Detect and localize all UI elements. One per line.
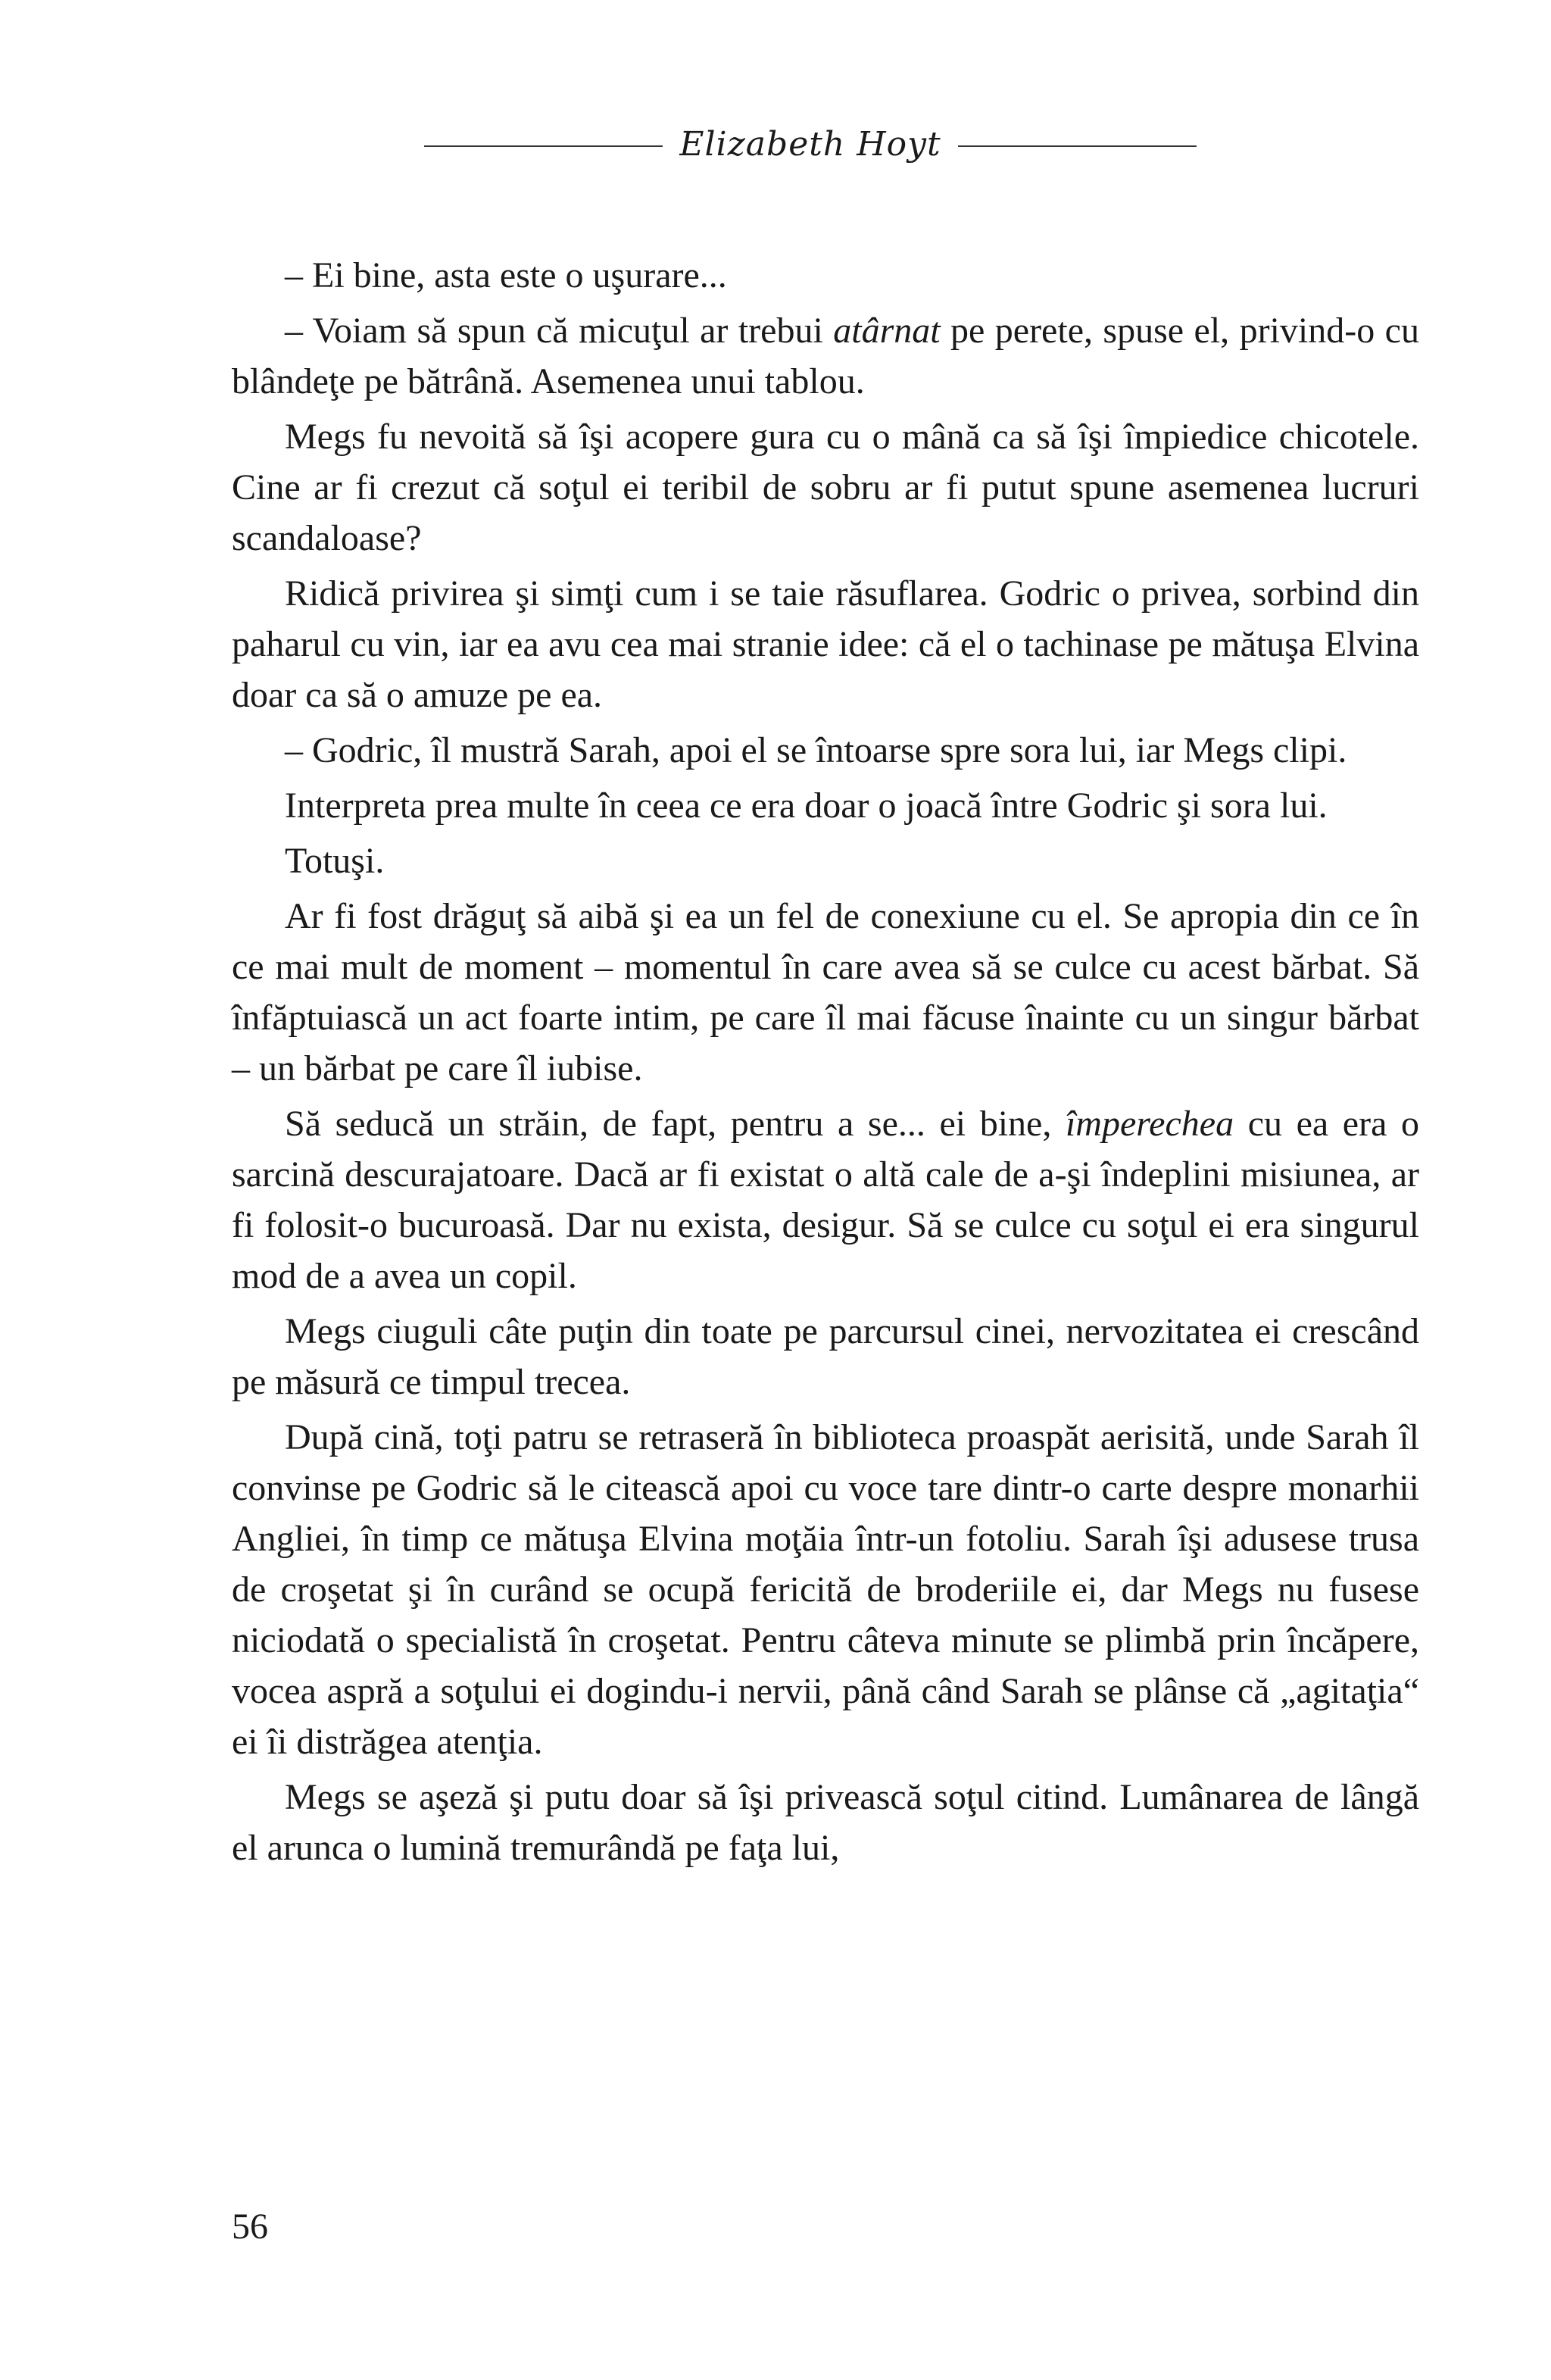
italic-text: atârnat xyxy=(833,311,941,351)
paragraph-text: Ar fi fost drăguţ să aibă şi ea un fel de conexiune cu el. Se apropia din ce în ce mai mult de moment – momentul în care avea să se culce cu acest bărbat. Să înfăptuiască un act foarte intim, pe care îl mai făcuse înainte cu un singur bărbat – un bărbat pe care îl iubise. xyxy=(232,896,1419,1088)
page-number: 56 xyxy=(232,2207,268,2247)
paragraph-text: Megs fu nevoită să îşi acopere gura cu o mână ca să îşi împiedice chicotele. Cine ar fi crezut că soţul ei teribil de sobru ar fi putut spune asemenea lucruri scandaloase? xyxy=(232,417,1419,558)
paragraph xyxy=(232,835,1419,886)
paragraph-text: – Ei bine, asta este o uşurare... xyxy=(285,255,727,295)
paragraph-text: După cină, toţi patru se retraseră în biblioteca proaspăt aerisită, unde Sarah îl convinse pe Godric să le citească apoi cu voce tare dintr-o carte despre monarhii Angliei, în timp ce mătuşa Elvina moţăia într-un fotoliu. Sarah îşi adusese trusa de croşetat şi în curând se ocupă fericită de broderiile ei, dar Megs nu fusese niciodată o specialistă în croşetat. Pentru câteva minute se plimbă prin încăpere, vocea aspră a soţului ei dogindu-i nervii, până când Sarah se plânse că „agitaţia“ ei îi distrăgea atenţia. xyxy=(232,1417,1419,1762)
paragraph-text: pe perete, spuse el, privind-o cu blândeţe pe bătrână. Asemenea unui tablou. xyxy=(232,311,1419,401)
header-rule-right xyxy=(958,145,1197,147)
paragraph xyxy=(232,891,1419,1094)
paragraph-text: Să seducă un străin, de fapt, pentru a se... ei bine, xyxy=(285,1104,1066,1144)
paragraph-text: Ridică privirea şi simţi cum i se taie răsuflarea. Godric o privea, sorbind din paharul cu vin, iar ea avu cea mai stranie idee: că el o tachinase pe mătuşa Elvina doar ca să o amuze pe ea. xyxy=(232,573,1419,715)
paragraph-text: – Voiam să spun că micuţul ar trebui xyxy=(285,311,834,351)
paragraph xyxy=(232,250,1419,301)
paragraph xyxy=(232,305,1419,407)
header-author-title: Elizabeth Hoyt xyxy=(679,124,941,164)
running-header xyxy=(424,114,1197,174)
paragraph xyxy=(232,1098,1419,1301)
paragraph-text: Megs se aşeză şi putu doar să îşi privească soţul citind. Lumânarea de lângă el arunca o lumină tremurândă pe faţa lui, xyxy=(232,1777,1419,1868)
paragraph-text: cu ea era o sarcină descurajatoare. Dacă ar fi existat o altă cale de a-şi îndeplini misiunea, ar fi folosit-o bucuroasă. Dar nu exista, desigur. Să se culce cu soţul ei era singurul mod de a avea un copil. xyxy=(232,1104,1420,1296)
paragraph-text: Interpreta prea multe în ceea ce era doar o joacă între Godric şi sora lui. xyxy=(285,786,1328,826)
paragraph xyxy=(232,725,1419,776)
paragraph xyxy=(232,1306,1419,1407)
body-text xyxy=(232,250,1419,1873)
paragraph-text: Megs ciuguli câte puţin din toate pe parcursul cinei, nervozitatea ei crescând pe măsură ce timpul trecea. xyxy=(232,1311,1419,1402)
paragraph xyxy=(232,780,1419,831)
paragraph xyxy=(232,568,1419,720)
italic-text: împerechea xyxy=(1065,1104,1234,1144)
paragraph-text: Totuşi. xyxy=(285,841,385,881)
paragraph xyxy=(232,1772,1419,1873)
header-rule-left xyxy=(424,145,663,147)
paragraph xyxy=(232,1412,1419,1767)
paragraph-text: – Godric, îl mustră Sarah, apoi el se întoarse spre sora lui, iar Megs clipi. xyxy=(285,730,1347,770)
paragraph xyxy=(232,411,1419,564)
